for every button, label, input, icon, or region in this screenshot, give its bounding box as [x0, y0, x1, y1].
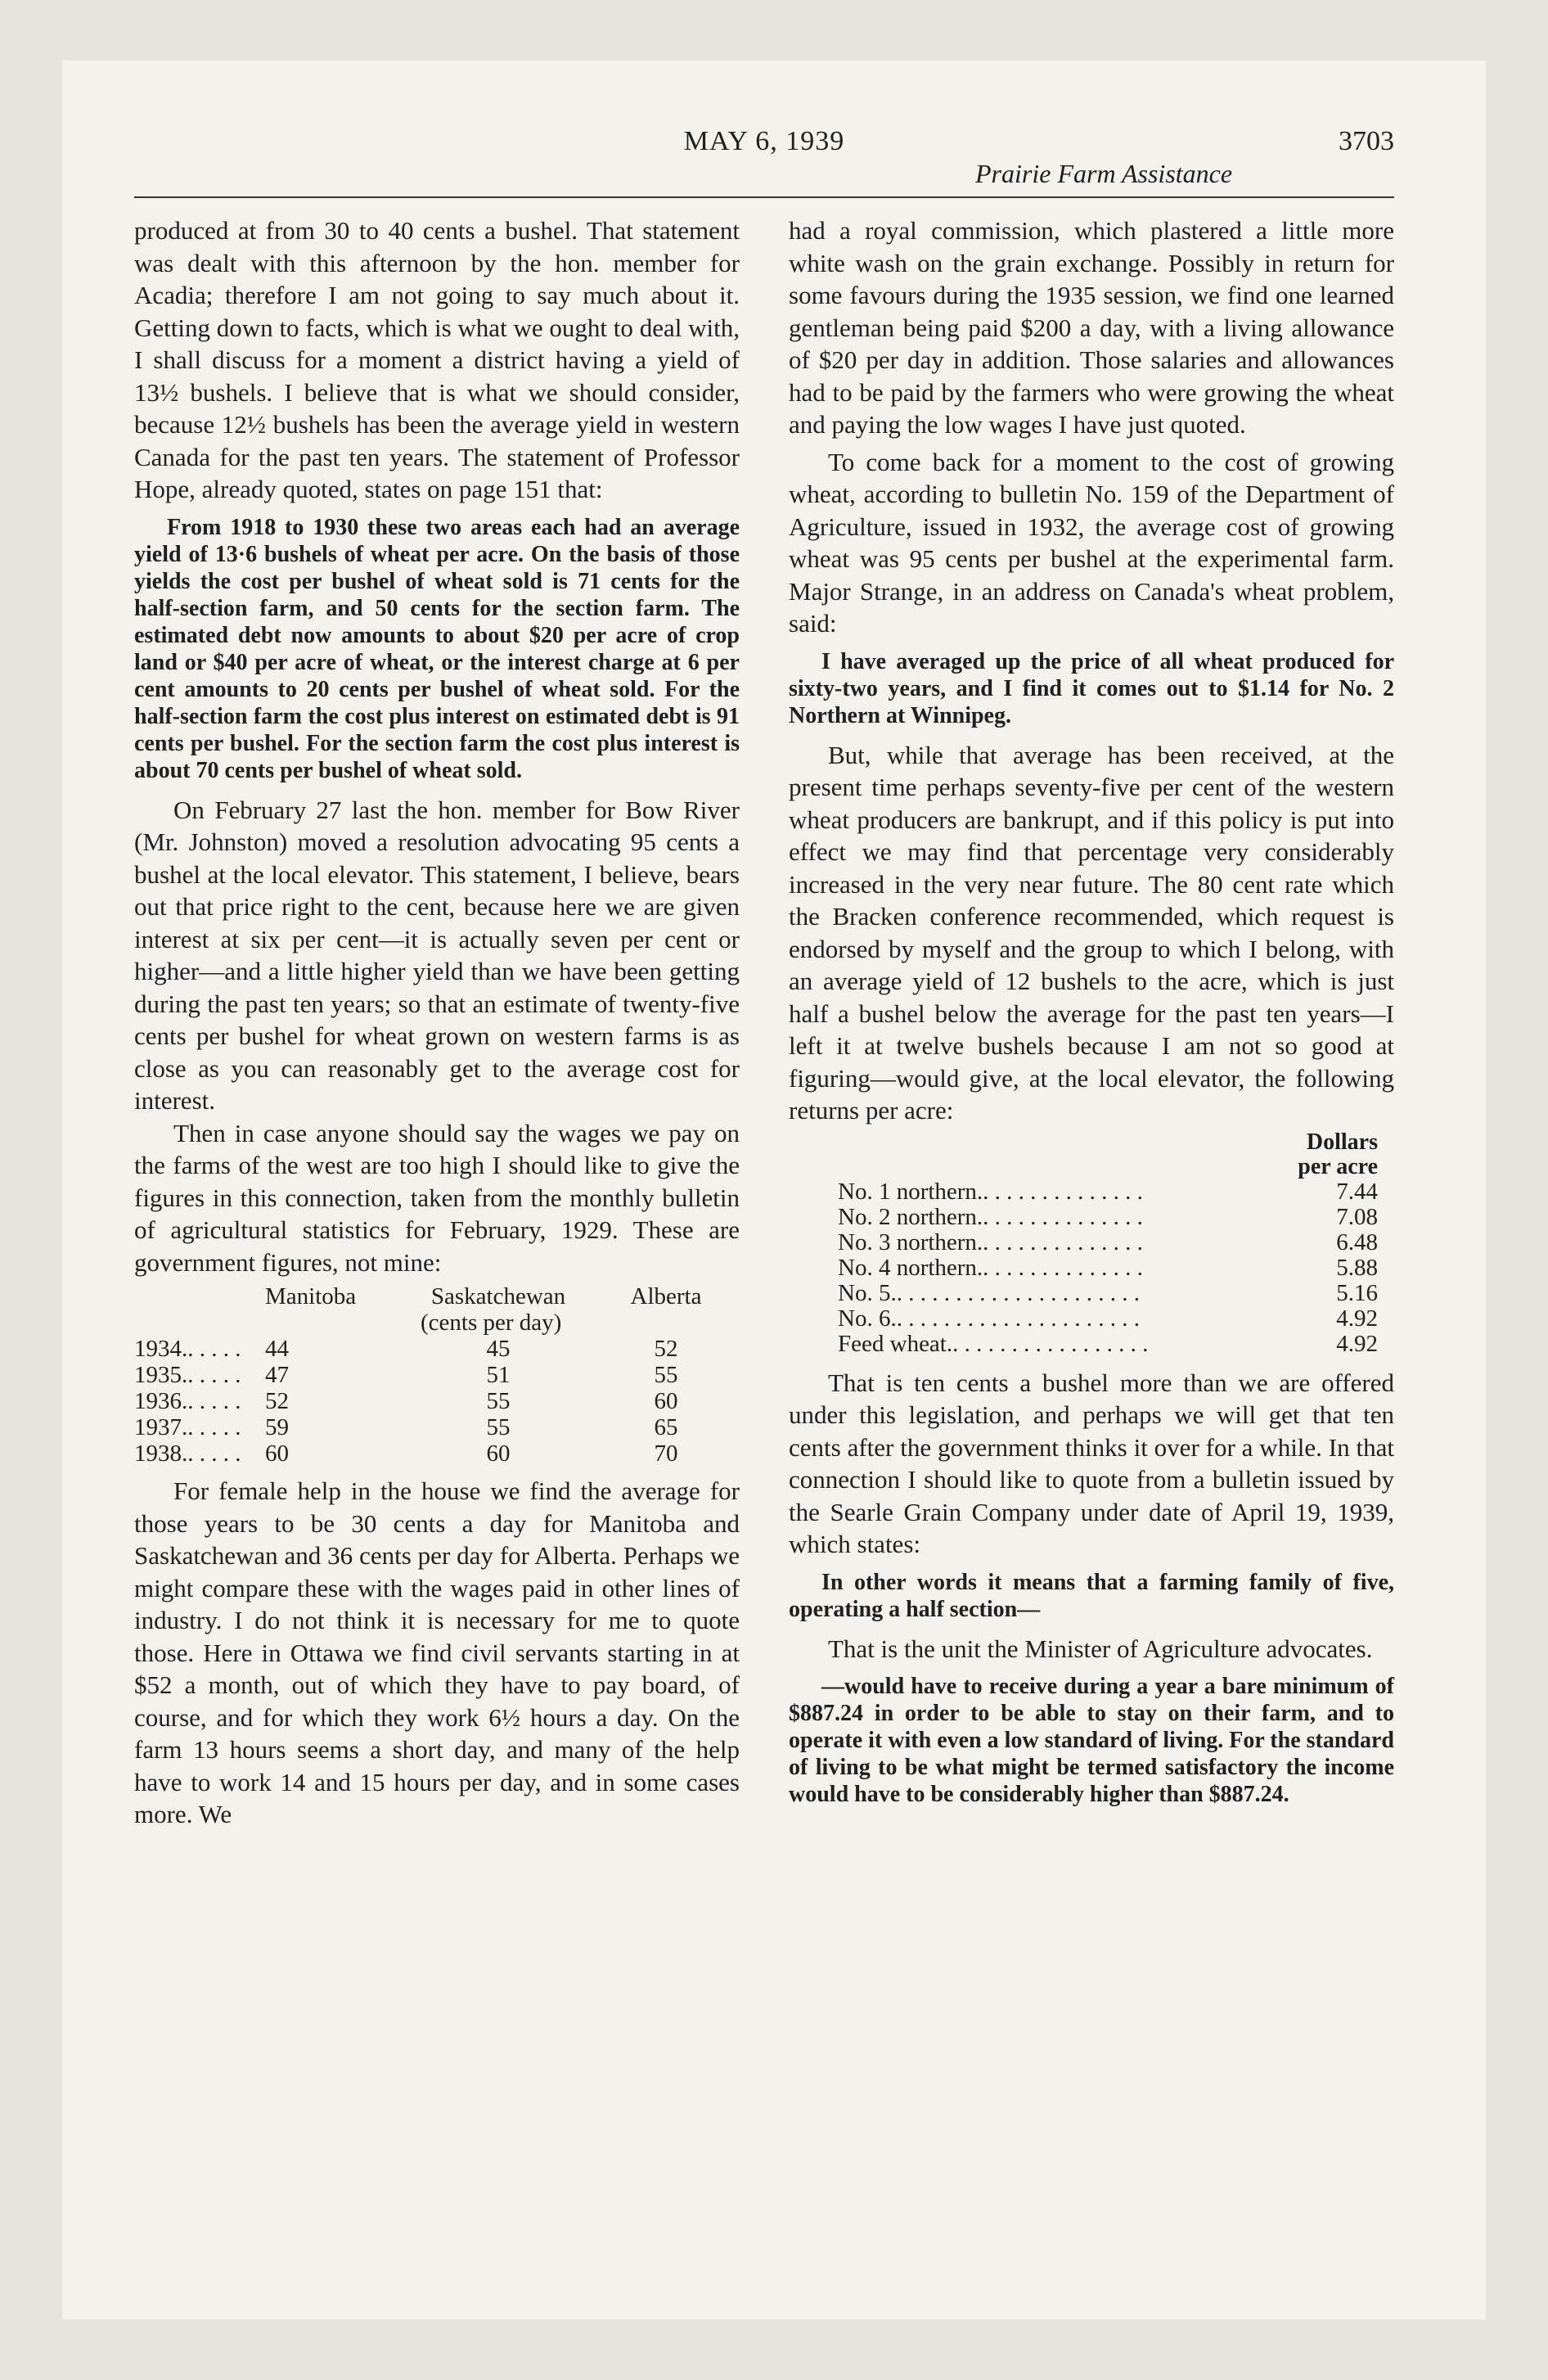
table-row: [838, 1230, 1378, 1255]
wages-cell: 45: [486, 1336, 511, 1362]
header-page-number: 3703: [1339, 126, 1394, 156]
wages-cell: 60: [486, 1440, 511, 1467]
wages-year: 1936.. . . . .: [134, 1388, 241, 1414]
table-row: [838, 1306, 1378, 1332]
right-paragraph-4: That is ten cents a bushel more than we are offered under this legislation, and perhaps we will get that ten cents after the government thinks it over for a while. In that connection I should like to quote from a bulletin issued by the Searle Grain Company under date of April 19, 1939, which states:: [789, 1368, 1394, 1558]
wages-cell: 59: [265, 1414, 289, 1440]
table-row: [134, 1388, 740, 1414]
wages-unit: (cents per day): [421, 1309, 562, 1336]
wages-unit-row: [134, 1309, 740, 1336]
grade-value: 5.16: [1336, 1279, 1378, 1306]
wages-year: 1938.. . . . .: [134, 1440, 241, 1467]
grades-header-per-acre: per acre: [1298, 1153, 1378, 1179]
grade-returns-table: [838, 1130, 1378, 1357]
wages-year: 1937.. . . . .: [134, 1414, 241, 1440]
wages-col-alberta: Alberta: [630, 1283, 702, 1309]
table-row: [838, 1205, 1378, 1230]
table-row: [134, 1336, 740, 1362]
wages-cell: 60: [654, 1388, 678, 1414]
wages-header-row: [134, 1283, 740, 1309]
grades-header-dollars: Dollars: [1306, 1129, 1378, 1155]
page-header: [134, 110, 1394, 188]
wages-cell: 51: [486, 1362, 511, 1388]
wages-cell: 55: [486, 1388, 511, 1414]
wages-cell: 52: [654, 1336, 678, 1362]
grade-value: 5.88: [1336, 1254, 1378, 1281]
left-column: [134, 214, 740, 1831]
header-rule: [134, 196, 1394, 198]
wages-year: 1935.. . . . .: [134, 1362, 241, 1388]
wages-cell: 60: [265, 1440, 289, 1467]
grade-label: No. 2 northern.. . . . . . . . . . . . . .: [838, 1203, 1143, 1230]
wages-cell: 52: [265, 1388, 289, 1414]
header-subject: Prairie Farm Assistance: [975, 159, 1233, 188]
left-paragraph-4: For female help in the house we find the average for those years to be 30 cents a day for Manitoba and Saskatchewan and 36 cents per day for Alberta. Perhaps we might compare these with the wages paid in other lines of industry. I do not think it is necessary for me to quote those. Here in Ottawa we find civil servants starting in at $52 a month, out of which they have to pay board, of course, and for which they work 6½ hours a day. On the farm 13 hours seems a short day, and many of the help have to work 14 and 15 hours per day, and in some cases more. We: [134, 1476, 740, 1828]
wages-col-manitoba: Manitoba: [265, 1283, 357, 1309]
left-paragraph-2: On February 27 last the hon. member for Bow River (Mr. Johnston) moved a resolution advocating 95 cents a bushel at the local elevator. This statement, I believe, bears out that price right to the cent, because here we are given interest at six per cent—it is actually seven per cent or higher—and a little higher yield than we have been getting during the past ten years; so that an estimate of twenty-five cents per bushel for wheat grown on western farms is as close as you can reasonably get to the average cost for interest.: [134, 795, 740, 1115]
grade-label: No. 3 northern.. . . . . . . . . . . . . .: [838, 1228, 1143, 1255]
wages-cell: 44: [265, 1336, 289, 1362]
wages-year: 1934.. . . . .: [134, 1336, 241, 1362]
table-row: [134, 1440, 740, 1467]
right-quote-searle-1: In other words it means that a farming family of five, operating a half section—: [789, 1569, 1394, 1622]
wages-cell: 70: [654, 1440, 678, 1467]
grade-value: 4.92: [1336, 1330, 1378, 1357]
table-row: [838, 1179, 1378, 1205]
left-paragraph-1: produced at from 30 to 40 cents a bushel. That statement was dealt with this afternoon by the hon. member for Acadia; therefore I am not going to say much about it. Getting down to facts, which is what we ought to deal with, I shall discuss for a moment a district having a yield of 13½ bushels. I believe that is what we should consider, because 12½ bushels has been the average yield in western Canada for the past ten years. The statement of Professor Hope, already quoted, states on page 151 that:: [134, 216, 740, 503]
grade-value: 7.08: [1336, 1203, 1378, 1230]
grade-label: No. 6.. . . . . . . . . . . . . . . . . . . . .: [838, 1305, 1140, 1332]
grade-label: No. 4 northern.. . . . . . . . . . . . . .: [838, 1254, 1143, 1281]
wages-cell: 55: [486, 1414, 511, 1440]
table-row: [134, 1362, 740, 1388]
grade-value: 4.92: [1336, 1305, 1378, 1332]
left-quote-hope: From 1918 to 1930 these two areas each had an average yield of 13·6 bushels of wheat per acre. On the basis of those yields the cost per bushel of wheat sold is 71 cents for the half-section farm, and 50 cents for the section farm. The estimated debt now amounts to about $20 per acre of crop land or $40 per acre of wheat, or the interest charge at 6 per cent amounts to 20 cents per bushel of wheat sold. For the half-section farm the cost plus interest on estimated debt is 91 cents per bushel. For the section farm the cost plus interest is about 70 cents per bushel of wheat sold.: [134, 514, 740, 783]
grade-label: No. 5.. . . . . . . . . . . . . . . . . . . . .: [838, 1279, 1140, 1306]
table-row: [838, 1255, 1378, 1281]
right-paragraph-1: had a royal commission, which plastered a little more white wash on the grain exchange. Possibly in return for some favours during the 1935 session, we find one learned gentleman being paid $200 a day, with a living allowance of $20 per day in addition. Those salaries and allowances had to be paid by the farmers who were growing the wheat and paying the low wages I have just quoted.: [789, 216, 1394, 439]
right-quote-strange: I have averaged up the price of all wheat produced for sixty-two years, and I find it comes out to $1.14 for No. 2 Northern at Winnipeg.: [789, 648, 1394, 728]
grade-value: 6.48: [1336, 1228, 1378, 1255]
right-column: [789, 214, 1394, 1818]
wages-cell: 55: [654, 1362, 678, 1388]
grade-value: 7.44: [1336, 1178, 1378, 1205]
table-row: [134, 1414, 740, 1440]
wages-cell: 65: [654, 1414, 678, 1440]
right-paragraph-2: To come back for a moment to the cost of growing wheat, according to bulletin No. 159 of the Department of Agriculture, issued in 1932, the average cost of growing wheat was 95 cents per bushel at the experimental farm. Major Strange, in an address on Canada's wheat problem, said:: [789, 447, 1394, 638]
right-paragraph-5: That is the unit the Minister of Agriculture advocates.: [828, 1634, 1373, 1663]
wages-col-saskatchewan: Saskatchewan: [430, 1283, 566, 1309]
header-date: MAY 6, 1939: [683, 126, 845, 156]
table-row: [838, 1332, 1378, 1357]
right-paragraph-3: But, while that average has been received, at the present time perhaps seventy-five per cent of the western wheat producers are bankrupt, and if this policy is put into effect we may find that percentage very considerably increased in the very near future. The 80 cent rate which the Bracken conference recommended, which request is endorsed by myself and the group to which I belong, with an average yield of 12 bushels to the acre, which is just half a bushel below the average for the past ten years—I left it at twelve bushels because I am not so good at figuring—would give, at the local elevator, the following returns per acre:: [789, 740, 1394, 1125]
left-paragraph-3: Then in case anyone should say the wages we pay on the farms of the west are too high I should like to give the figures in this connection, taken from the monthly bulletin of agricultural statistics for February, 1929. These are government figures, not mine:: [134, 1118, 740, 1277]
table-row: [838, 1281, 1378, 1306]
right-quote-searle-2: —would have to receive during a year a bare minimum of $887.24 in order to be able to stay on their farm, and to operate it with even a low standard of living. For the standard of living to be what might be termed satisfactory the income would have to be considerably higher than $887.24.: [789, 1674, 1394, 1807]
wages-table: [134, 1283, 740, 1467]
document-page: [62, 61, 1486, 2319]
wages-cell: 47: [265, 1362, 289, 1388]
grade-label: No. 1 northern.. . . . . . . . . . . . . .: [838, 1178, 1143, 1205]
grade-label: Feed wheat.. . . . . . . . . . . . . . . . .: [838, 1330, 1149, 1357]
